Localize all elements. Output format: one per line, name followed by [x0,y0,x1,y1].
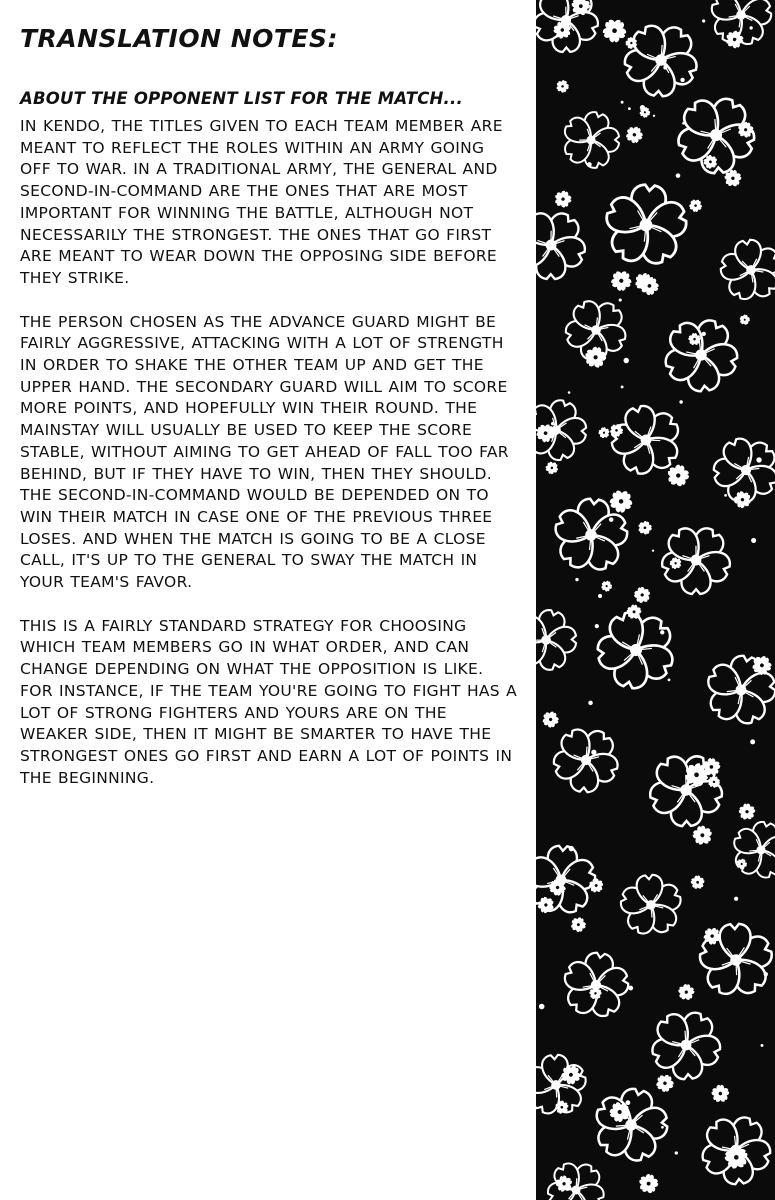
sparkle-dot [734,897,738,901]
blossom-icon [632,738,738,844]
blossom-icon [536,1044,596,1127]
blossom-icon [536,196,601,296]
blossom-icon [686,196,705,215]
paragraph-kendo-titles: IN KENDO, THE TITLES GIVEN TO EACH TEAM MEMBER ARE MEANT TO REFLECT THE ROLES WITHIN AN ARMY GOING OFF TO WAR. IN A TRADITIONAL ARMY, THE GENERAL AND SECOND-IN-COMMAND ARE THE ONES THAT ARE MOST IMPORTANT FOR WINNING THE BATTLE, ALTHOUGH NOT NECESSARILY THE STRONGEST. THE ONES THAT GO FIRST ARE MEANT TO WEAR DOWN THE OPPOSING SIDE BEFORE THEY STRIKE. [20,117,503,287]
sparkle-dot [539,1004,545,1010]
sparkle-dot [751,538,756,543]
sparkle-dot [609,517,614,522]
sparkle-dot [682,122,685,125]
blossom-icon [609,864,691,948]
sparkle-dot [764,972,768,976]
sparkle-dot [756,457,761,462]
sparkle-dot [569,846,574,851]
sparkle-dot [628,107,631,110]
sparkle-dot [587,162,592,167]
sparkle-dot [668,678,671,681]
sparkle-dot [591,750,596,755]
blossom-icon [622,123,646,147]
paragraph-team-roles: THE PERSON CHOSEN AS THE ADVANCE GUARD MIGHT BE FAIRLY AGGRESSIVE, ATTACKING WITH A LOT OF STRENGTH IN ORDER TO SHAKE THE OTHER TEAM UP AND GET THE UPPER HAND. THE SECONDARY GUARD WILL AIM TO SCORE MORE POINTS, AND HOPEFULLY WIN THEIR ROUND. THE MAINSTAY WILL USUALLY BE USED TO KEEP THE SCORE STABLE, WITHOUT AIMING TO GET AHEAD OF FALL TOO FAR BEHIND, BUT IF THEY HAVE TO WIN, THEN THEY SHOULD. THE SECOND-IN-COMMAND WOULD BE DEPENDED ON TO WIN THEIR MATCH IN CASE ONE OF THE PREVIOUS THREE LOSES. AND WHEN THE MATCH IS GOING TO BE A CLOSE CALL, IT'S UP TO THE GENERAL TO SWAY THE MATCH IN YOUR TEAM'S FAVOR. [20,312,509,592]
sparkle-dot [628,986,633,991]
sparkle-dot [679,400,682,403]
sparkle-dot [663,66,667,70]
blossom-icon [636,519,654,537]
page-title: TRANSLATION NOTES: [20,24,339,53]
blossom-icon [599,181,693,272]
blossom-icon [536,602,586,680]
blossom-icon [738,314,751,327]
blossom-icon [557,948,636,1024]
sparkle-dot [702,332,706,336]
sparkle-dot [621,101,624,104]
blossom-icon [698,423,775,519]
sparkle-dot [660,630,664,634]
blossom-icon [596,425,612,441]
blossom-icon [584,1081,677,1171]
blossom-icon [708,227,775,313]
blossom-icon [606,266,636,296]
sparkle-dot [761,1044,764,1047]
blossom-icon [630,583,653,606]
sparkle-dot [625,1100,630,1105]
blossom-icon [645,511,746,611]
sparkle-dot [680,78,684,82]
sparkle-dot [621,385,624,388]
sparkle-dot [588,701,593,706]
blossom-icon [636,997,736,1095]
sparkle-dot [653,115,655,117]
sparkle-dot [724,494,727,497]
blossom-icon [636,1172,660,1195]
sparkle-dot [598,594,602,598]
sparkle-dot [702,19,705,22]
blossom-icon [708,1082,731,1106]
sparkle-dot [551,422,555,426]
blossom-icon [552,188,575,210]
blossom-icon [554,78,572,95]
blossom-icon [538,713,634,808]
cherry-blossom-pattern [536,0,775,1200]
sparkle-dot [640,105,645,110]
paragraph-strategy: THIS IS A FAIRLY STANDARD STRATEGY FOR CHOOSING WHICH TEAM MEMBERS GO IN WHAT ORDER, AND CAN CHANGE DEPENDING ON WHAT THE OPPOSITION IS LIKE. FOR INSTANCE, IF THE TEAM YOU'RE GOING TO FIGHT HAS A LOT OF STRONG FIGHTERS AND YOURS ARE ON THE WEAKER SIDE, THEN IT MIGHT BE SMARTER TO HAVE THE STRONGEST ONES GO FIRST AND EARN A LOT OF POINTS IN THE BEGINNING. [20,616,518,787]
blossom-icon [539,708,562,731]
blossom-icon [599,579,615,594]
blossom-icon [542,459,561,478]
sparkle-dot [595,624,599,628]
sparkle-dot [575,578,578,581]
sparkle-dot [675,1151,678,1154]
blossom-icon [652,1071,677,1096]
blossom-icon [648,304,752,407]
sparkle-dot [749,26,752,29]
blossom-icon [677,983,696,1001]
blossom-icon [725,816,775,886]
sparkle-dot [568,391,571,394]
blossom-icon [687,911,775,1010]
translation-notes [20,24,520,811]
sparkle-dot [750,739,755,744]
blossom-icon [688,873,707,892]
section-heading: ABOUT THE OPPONENT LIST FOR THE MATCH... [20,89,463,108]
cherry-blossom-illustration [536,0,775,1200]
blossom-icon [536,1149,617,1200]
blossom-icon [568,914,589,935]
sparkle-dot [619,298,622,301]
blossom-icon [736,801,758,824]
sparkle-dot [661,1126,664,1129]
sparkle-dot [676,173,681,178]
sparkle-dot [652,549,654,551]
blossom-icon [553,104,628,177]
sparkle-dot [624,358,629,363]
